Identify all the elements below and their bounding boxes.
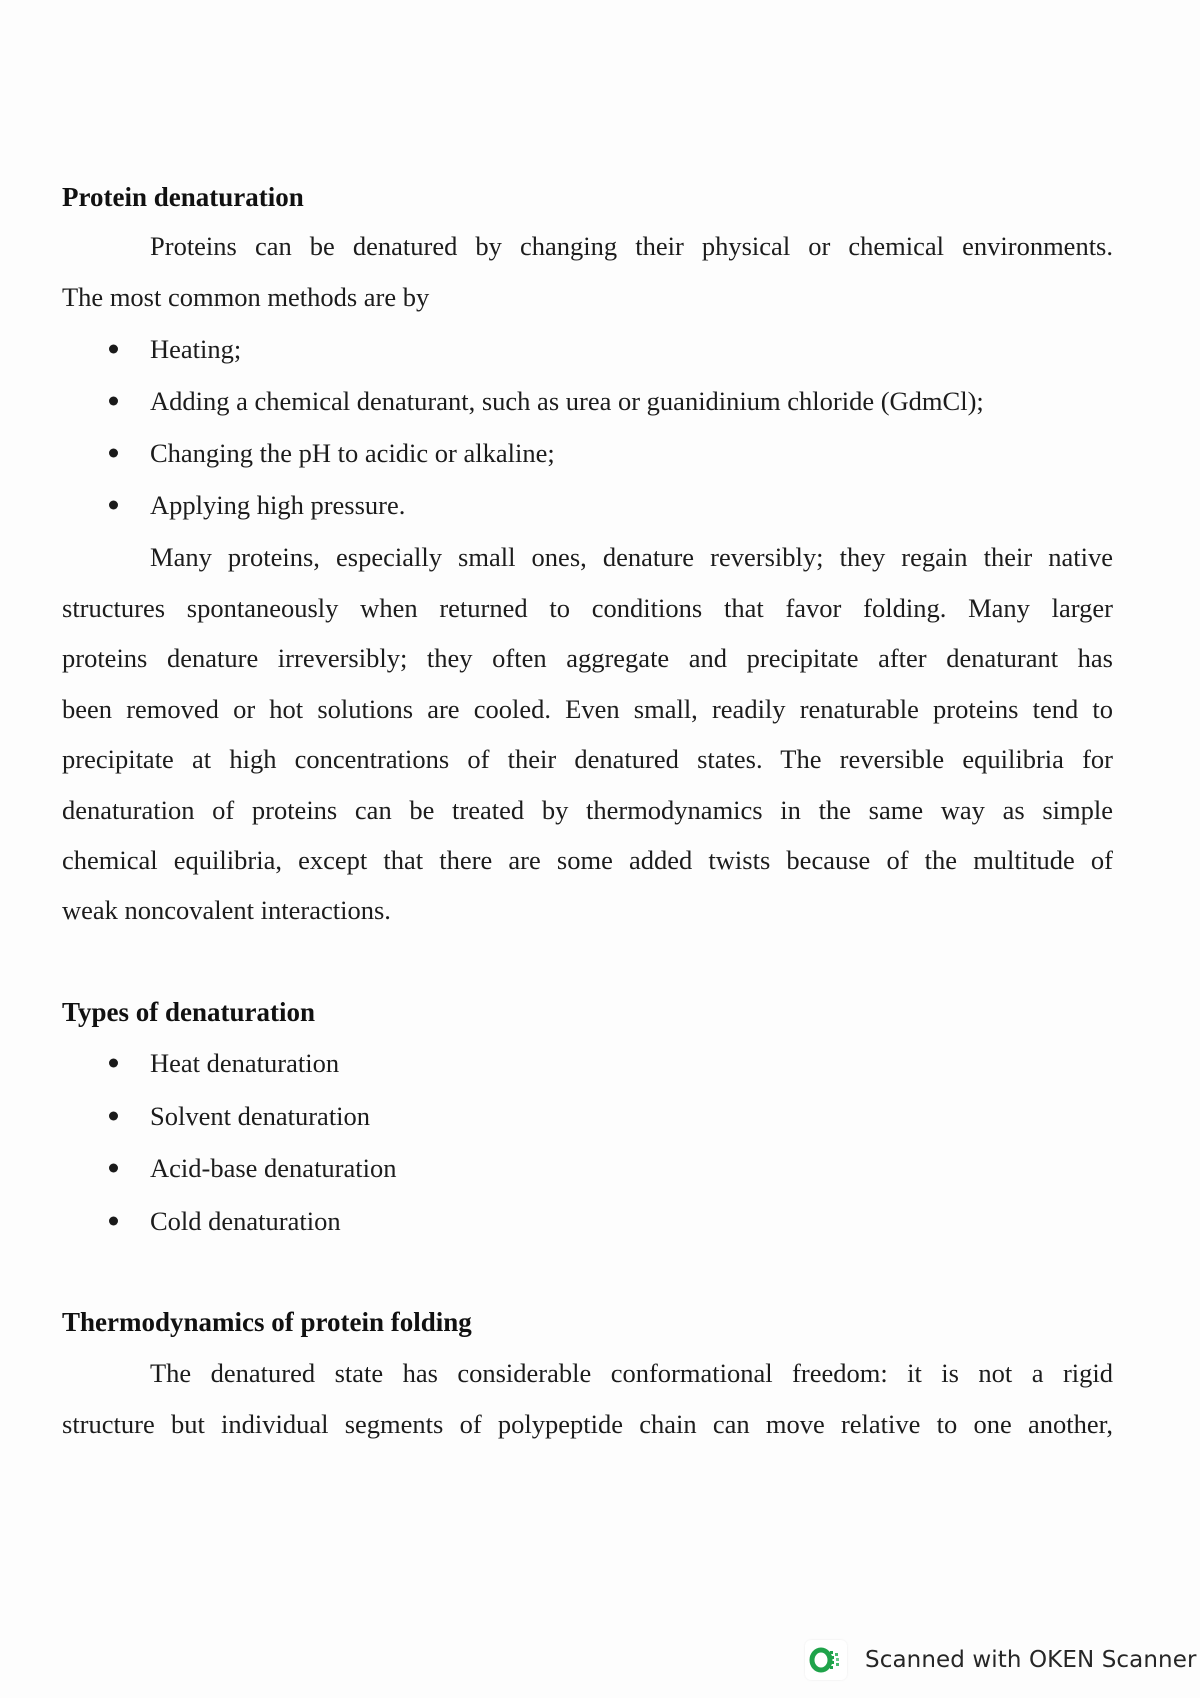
denaturation-type-item: Acid-base denaturation [150,1153,397,1183]
scanner-watermark [805,1640,1197,1680]
bullet-icon [109,1059,118,1068]
bullet-icon [109,1217,118,1226]
bullet-icon [109,1164,118,1173]
paragraph-line: precipitate at high concentrations of their denatured states. The reversible equilibria for [62,744,1113,774]
paragraph-line: denaturation of proteins can be treated by thermodynamics in the same way as simple [62,795,1113,825]
section-heading-types-of-denaturation: Types of denaturation [62,997,316,1027]
intro-line: The most common methods are by [62,282,430,312]
paragraph-line: proteins denature irreversibly; they often aggregate and precipitate after denaturant has [62,643,1113,673]
watermark-text: Scanned with OKEN Scanner [865,1647,1197,1673]
bullet-icon [109,501,118,510]
paragraph-line: The denatured state has considerable conformational freedom: it is not a rigid [150,1358,1113,1388]
bullet-icon [109,1112,118,1121]
bullet-icon [109,449,118,458]
bullet-icon [109,345,118,354]
section-heading-thermodynamics: Thermodynamics of protein folding [62,1307,472,1337]
denaturation-type-item: Cold denaturation [150,1206,341,1236]
paragraph-line: structure but individual segments of polypeptide chain can move relative to one another, [62,1409,1113,1439]
section-heading-protein-denaturation: Protein denaturation [62,182,304,212]
paragraph-line: chemical equilibria, except that there are some added twists because of the multitude of [62,845,1113,875]
paragraph-line: been removed or hot solutions are cooled. Even small, readily renaturable proteins tend to [62,694,1113,724]
paragraph-line: weak noncovalent interactions. [62,895,391,925]
method-list-item: Adding a chemical denaturant, such as urea or guanidinium chloride (GdmCl); [150,386,984,416]
oken-scanner-logo-icon [805,1640,847,1680]
intro-line: Proteins can be denatured by changing their physical or chemical environments. [150,231,1113,261]
denaturation-type-item: Solvent denaturation [150,1101,371,1131]
paragraph-line: structures spontaneously when returned to conditions that favor folding. Many larger [62,593,1113,623]
method-list-item: Heating; [150,334,242,364]
method-list-item: Changing the pH to acidic or alkaline; [150,438,555,468]
paragraph-line: Many proteins, especially small ones, denature reversibly; they regain their native [150,542,1113,572]
method-list-item: Applying high pressure. [150,490,406,520]
bullet-icon [109,397,118,406]
denaturation-type-item: Heat denaturation [150,1048,340,1078]
